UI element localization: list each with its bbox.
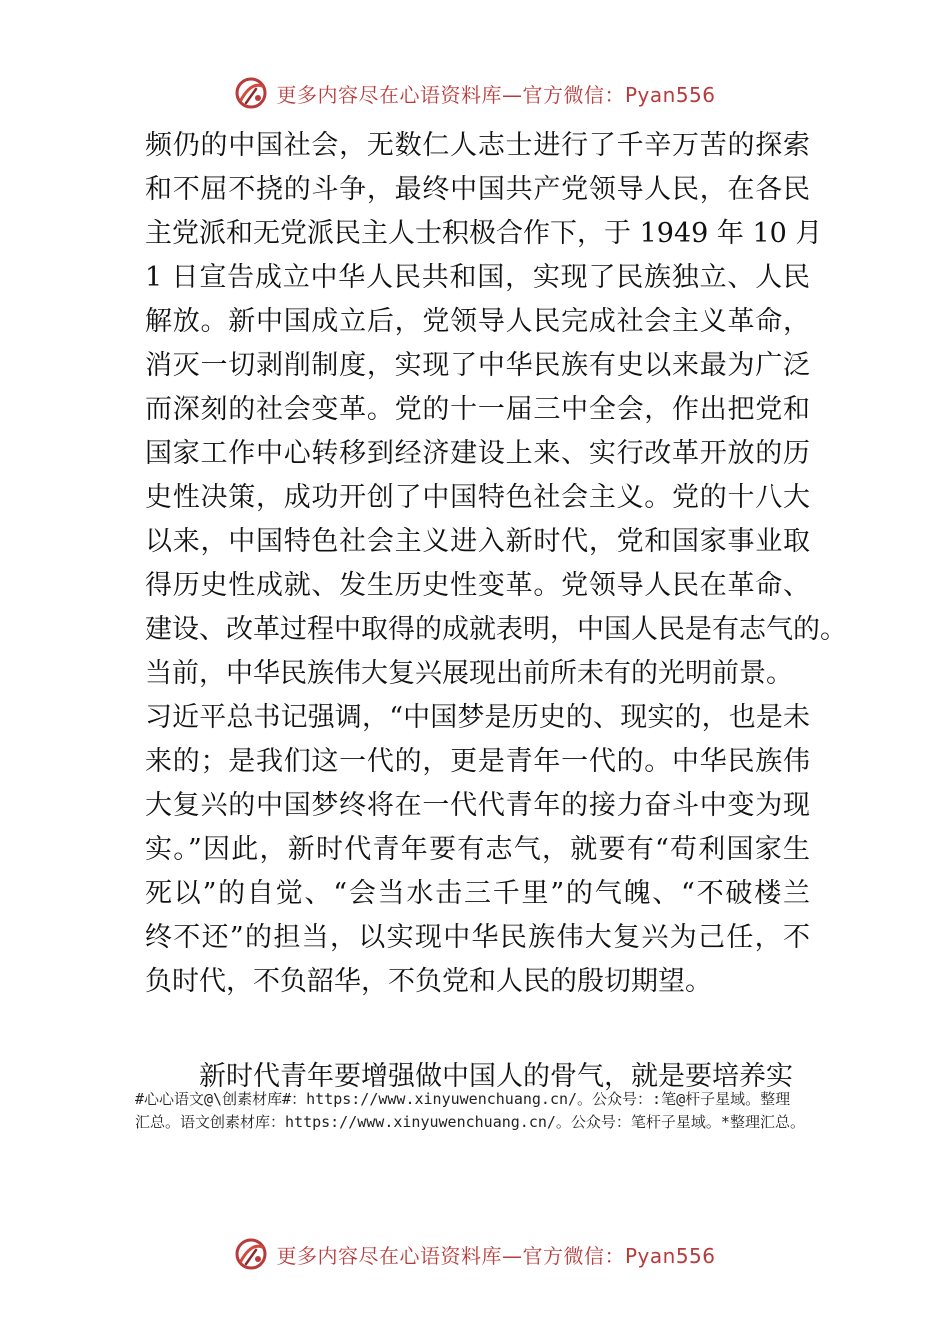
body-line: 习近平总书记强调，“中国梦是历史的、现实的，也是未: [145, 702, 810, 733]
footer-banner-text: 更多内容尽在心语资料库—官方微信：Pyan556: [276, 1243, 716, 1268]
body-line: 解放。新中国成立后，党领导人民完成社会主义革命，: [145, 306, 810, 337]
body-line: 而深刻的社会变革。党的十一届三中全会，作出把党和: [145, 394, 810, 425]
header-banner-text: 更多内容尽在心语资料库—官方微信：Pyan556: [276, 82, 716, 107]
body-line: 得历史性成就、发生历史性变革。党领导人民在革命、: [145, 570, 810, 601]
body-line: 负时代，不负韶华，不负党和人民的殷切期望。: [145, 966, 712, 997]
brand-logo-icon: [234, 1237, 268, 1271]
header-wechat-id: Pyan556: [624, 82, 716, 107]
body-line: 当前，中华民族伟大复兴展现出前所未有的光明前景。: [145, 658, 793, 689]
next-paragraph-start: 新时代青年要增强做中国人的骨气，就是要培养实: [199, 1061, 793, 1092]
body-line: 以来，中国特色社会主义进入新时代，党和国家事业取: [145, 526, 810, 557]
body-line: 来的；是我们这一代的，更是青年一代的。中华民族伟: [145, 746, 810, 777]
brand-logo-icon: [234, 76, 268, 110]
body-line: 实。”因此，新时代青年要有志气，就要有“苟利国家生: [145, 834, 810, 865]
footer-banner: [0, 1234, 950, 1274]
body-line: 终不还”的担当，以实现中华民族伟大复兴为己任，不: [145, 922, 810, 953]
header-banner: [0, 73, 950, 113]
body-line: 建设、改革过程中取得的成就表明，中国人民是有志气的。: [145, 614, 847, 645]
source-watermark: [135, 1088, 875, 1134]
body-line: 1 日宣告成立中华人民共和国，实现了民族独立、人民: [145, 262, 810, 293]
body-line: 消灭一切剥削制度，实现了中华民族有史以来最为广泛: [145, 350, 810, 381]
watermark-line: #心心语文@\创素材库#：https://www.xinyuwenchuang.cn/。公众号：:笔@杆子星域。整理: [135, 1090, 791, 1108]
body-line: 史性决策，成功开创了中国特色社会主义。党的十八大: [145, 482, 810, 513]
body-line: 国家工作中心转移到经济建设上来、实行改革开放的历: [145, 438, 810, 469]
body-line: 大复兴的中国梦终将在一代代青年的接力奋斗中变为现: [145, 790, 810, 821]
body-line: 频仍的中国社会，无数仁人志士进行了千辛万苦的探索: [145, 130, 810, 161]
body-line: 主党派和无党派民主人士积极合作下，于 1949 年 10 月: [145, 218, 823, 249]
body-line: 死以”的自觉、“会当水击三千里”的气魄、“不破楼兰: [145, 878, 810, 909]
body-text-block: [145, 124, 847, 1004]
watermark-line: 汇总。语文创素材库：https://www.xinyuwenchuang.cn/。公众号：笔杆子星域。*整理汇总。: [135, 1113, 805, 1131]
body-line: 和不屈不挠的斗争，最终中国共产党领导人民，在各民: [145, 174, 810, 205]
footer-wechat-id: Pyan556: [624, 1243, 716, 1268]
